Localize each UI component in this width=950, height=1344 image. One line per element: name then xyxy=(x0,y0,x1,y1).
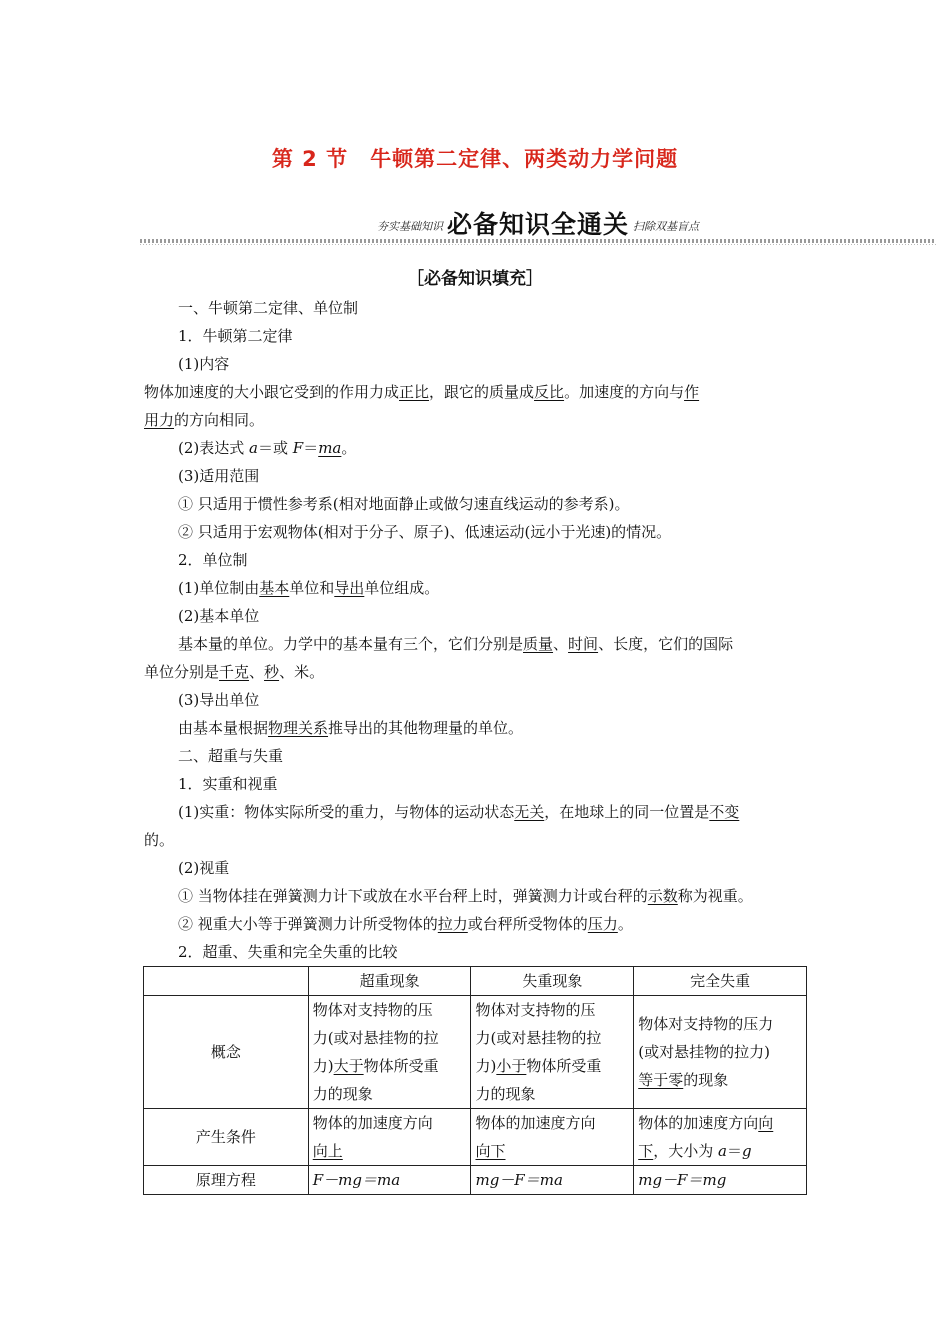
section-heading: ［必备知识填充］ xyxy=(407,269,543,289)
scope-item-2: ② 只适用于宏观物体(相对于分子、原子)、低速运动(远小于光速)的情况。 xyxy=(178,523,672,541)
blank-answer: 基本 xyxy=(259,579,290,597)
paragraph-line: 基本量的单位。力学中的基本量有三个，它们分别是质量、时间、长度，它们的国际 xyxy=(178,635,734,653)
blank-answer: 千克 xyxy=(219,663,250,681)
row-label: 概念 xyxy=(144,996,309,1109)
blank-answer: 作 xyxy=(684,383,700,401)
table-cell: F－mg＝ma xyxy=(308,1166,471,1195)
blank-answer: ma xyxy=(318,439,342,457)
table-cell: 物体的加速度方向 向下 xyxy=(471,1109,634,1166)
formula-line: (2)表达式 a＝或 F＝ma。 xyxy=(178,439,357,457)
blank-answer: 导出 xyxy=(334,579,365,597)
paragraph-line: 用力的方向相同。 xyxy=(144,411,265,429)
blank-answer: 向 xyxy=(758,1114,774,1132)
banner-left-text: 夯实基础知识 xyxy=(376,220,443,233)
paragraph-line: 单位分别是千克、秒、米。 xyxy=(144,663,325,681)
blank-answer: 质量 xyxy=(523,635,554,653)
item-scope: (3)适用范围 xyxy=(178,467,260,485)
paragraph-line: (1)单位制由基本单位和导出单位组成。 xyxy=(178,579,440,597)
table-cell: 物体对支持物的压 力(或对悬挂物的拉 力)小于物体所受重 力的现象 xyxy=(471,996,634,1109)
table-header-cell: 超重现象 xyxy=(308,967,471,996)
table-row xyxy=(144,996,807,1109)
item-apparent-weight: (2)视重 xyxy=(178,859,230,877)
blank-answer: 时间 xyxy=(568,635,599,653)
row-label: 产生条件 xyxy=(144,1109,309,1166)
blank-answer: 等于零 xyxy=(638,1071,684,1089)
banner-divider-thin xyxy=(140,244,936,245)
table-cell: 物体的加速度方向 向上 xyxy=(308,1109,471,1166)
blank-answer: 向下 xyxy=(475,1142,506,1160)
paragraph-line: 物体加速度的大小跟它受到的作用力成正比，跟它的质量成反比。加速度的方向与作 xyxy=(144,383,700,401)
blank-answer: 向上 xyxy=(312,1142,343,1160)
table-cell: mg－F＝ma xyxy=(471,1166,634,1195)
page-title: 第 2 节 牛顿第二定律、两类动力学问题 xyxy=(271,147,679,171)
blank-answer: 用力 xyxy=(144,411,175,429)
blank-answer: 示数 xyxy=(647,887,678,905)
blank-answer: 无关 xyxy=(514,803,545,821)
item-content: (1)内容 xyxy=(178,355,230,373)
table-header-cell: 失重现象 xyxy=(471,967,634,996)
table-cell: 物体的加速度方向向 下，大小为 a＝g xyxy=(634,1109,807,1166)
blank-answer: 不变 xyxy=(709,803,740,821)
blank-answer: 下 xyxy=(638,1142,654,1160)
item-base-unit: (2)基本单位 xyxy=(178,607,260,625)
blank-answer: 正比 xyxy=(399,383,430,401)
subheading-weight: 1．实重和视重 xyxy=(178,775,278,793)
banner-main-text: 必备知识全通关 xyxy=(446,210,629,239)
blank-answer: 物理关系 xyxy=(268,719,329,737)
paragraph-line: 的。 xyxy=(144,831,175,849)
table-header-row xyxy=(144,967,807,996)
item-derived-unit: (3)导出单位 xyxy=(178,691,260,709)
table-cell: 物体对支持物的压力 (或对悬挂物的拉力) 等于零的现象 xyxy=(634,996,807,1109)
table-row xyxy=(144,1166,807,1195)
blank-answer: 拉力 xyxy=(437,915,468,933)
table-cell: 物体对支持物的压 力(或对悬挂物的拉 力)大于物体所受重 力的现象 xyxy=(308,996,471,1109)
paragraph-line: ① 当物体挂在弹簧测力计下或放在水平台秤上时，弹簧测力计或台秤的示数称为视重。 xyxy=(178,887,753,905)
blank-answer: 反比 xyxy=(534,383,565,401)
heading-part-2: 二、超重与失重 xyxy=(178,747,284,765)
blank-answer: 小于 xyxy=(496,1057,527,1075)
table-header-cell: 完全失重 xyxy=(634,967,807,996)
paragraph-line: ② 视重大小等于弹簧测力计所受物体的拉力或台秤所受物体的压力。 xyxy=(178,915,633,933)
scope-item-1: ① 只适用于惯性参考系(相对地面静止或做匀速直线运动的参考系)。 xyxy=(178,495,630,513)
section-banner xyxy=(140,205,936,245)
table-row xyxy=(144,1109,807,1166)
row-label: 原理方程 xyxy=(144,1166,309,1195)
heading-part-1: 一、牛顿第二定律、单位制 xyxy=(178,299,359,317)
blank-answer: 秒 xyxy=(264,663,280,681)
comparison-table xyxy=(143,966,807,1195)
table-header-cell xyxy=(144,967,309,996)
blank-answer: 压力 xyxy=(587,915,618,933)
subheading-comparison: 2．超重、失重和完全失重的比较 xyxy=(178,943,398,961)
banner-right-text: 扫除双基盲点 xyxy=(633,220,699,233)
subheading-units: 2．单位制 xyxy=(178,551,248,569)
subheading-newton: 1．牛顿第二定律 xyxy=(178,327,293,345)
paragraph-line: (1)实重：物体实际所受的重力，与物体的运动状态无关，在地球上的同一位置是不变 xyxy=(178,803,740,821)
blank-answer: 大于 xyxy=(333,1057,364,1075)
banner-divider xyxy=(140,239,936,243)
paragraph-line: 由基本量根据物理关系推导出的其他物理量的单位。 xyxy=(178,719,524,737)
table-cell: mg－F＝mg xyxy=(634,1166,807,1195)
